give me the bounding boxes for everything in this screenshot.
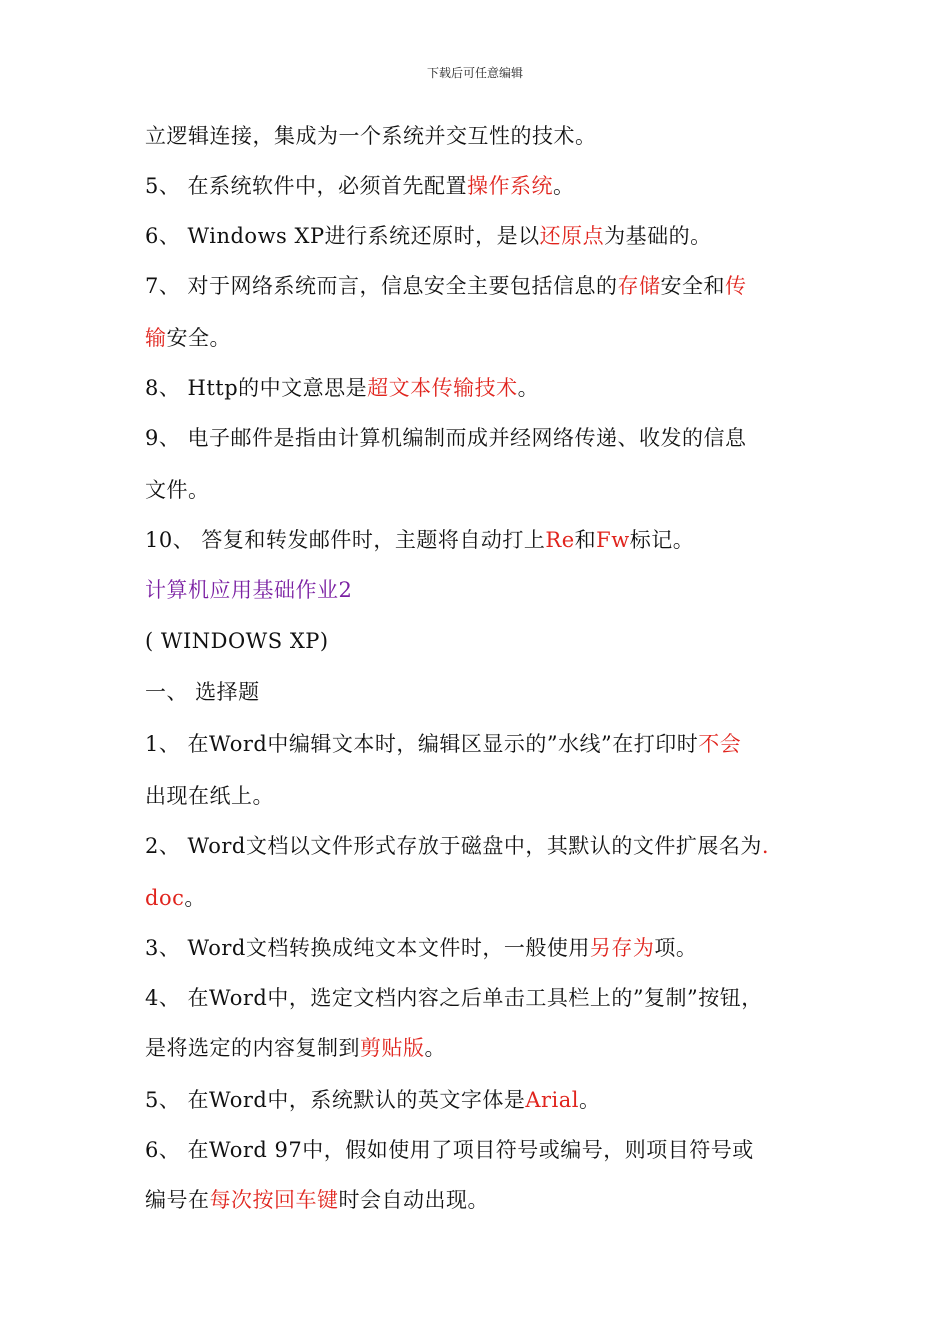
answer: 还原点: [539, 224, 605, 248]
text-line: 5、 在Word中，系统默认的英文字体是Arial。: [145, 1088, 601, 1112]
text-line: 7、 对于网络系统而言，信息安全主要包括信息的存储安全和传: [145, 274, 747, 298]
text-line: 输安全。: [145, 326, 231, 350]
answer: Re: [545, 528, 575, 552]
text-line: 9、 电子邮件是指由计算机编制而成并经网络传递、收发的信息: [145, 426, 747, 450]
answer: .: [761, 834, 770, 858]
answer: 存储: [617, 274, 661, 298]
text-line: 3、 Word文档转换成纯文本文件时，一般使用另存为项。: [145, 936, 698, 960]
text-line: 立逻辑连接，集成为一个系统并交互性的技术。: [145, 124, 597, 148]
text-line: 4、 在Word中，选定文档内容之后单击工具栏上的”复制”按钮，: [145, 986, 763, 1010]
text-line: 2、 Word文档以文件形式存放于磁盘中，其默认的文件扩展名为.: [145, 834, 770, 858]
answer: Fw: [596, 528, 630, 552]
section-heading: 计算机应用基础作业2: [145, 578, 353, 602]
answer: 超文本传输技术: [367, 376, 518, 400]
text-line: ( WINDOWS XP): [145, 629, 329, 653]
text-line: 8、 Http的中文意思是超文本传输技术。: [145, 376, 540, 400]
answer: 剪贴版: [360, 1036, 425, 1060]
answer: 操作系统: [467, 174, 554, 198]
text-line: 编号在每次按回车键时会自动出现。: [145, 1188, 489, 1212]
page-header: 下载后可任意编辑: [426, 66, 523, 80]
text-line: 10、 答复和转发邮件时，主题将自动打上Re和Fw标记。: [145, 528, 695, 552]
answer: 另存为: [589, 936, 655, 960]
answer: doc: [145, 886, 185, 910]
text-line: 出现在纸上。: [145, 784, 274, 808]
text-line: 5、 在系统软件中，必须首先配置操作系统。: [145, 174, 575, 198]
text-line: 是将选定的内容复制到剪贴版。: [145, 1036, 446, 1060]
text-line: doc。: [145, 886, 206, 910]
text-line: 文件。: [145, 478, 210, 502]
answer: 输: [145, 326, 167, 350]
text-line: 6、 Windows XP进行系统还原时，是以还原点为基础的。: [145, 224, 712, 248]
answer: 不会: [698, 732, 742, 756]
text-line: 一、 选择题: [145, 680, 260, 704]
text-line: 6、 在Word 97中，假如使用了项目符号或编号，则项目符号或: [145, 1138, 754, 1162]
answer: 传: [725, 274, 747, 298]
answer: 每次按回车键: [209, 1188, 339, 1212]
answer: Arial: [525, 1088, 579, 1112]
text-line: 1、 在Word中编辑文本时，编辑区显示的”水线”在打印时不会: [145, 732, 742, 756]
